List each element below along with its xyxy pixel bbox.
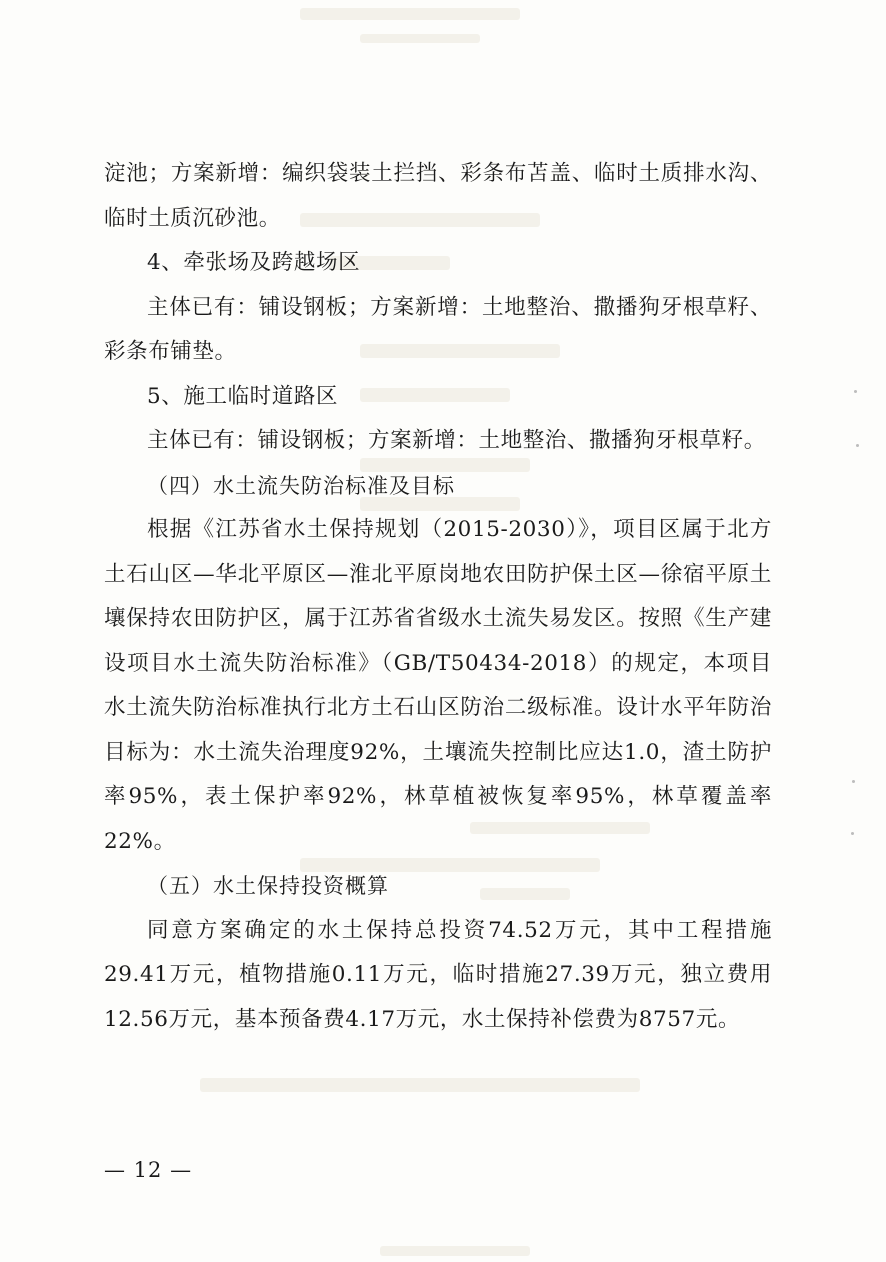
bleed-through-mark	[200, 1078, 640, 1092]
bleed-through-mark	[300, 8, 520, 20]
scan-speck	[856, 444, 859, 447]
paragraph-basin-measures: 淀池；方案新增：编织袋装土拦挡、彩条布苫盖、临时土质排水沟、临时土质沉砂池。	[104, 161, 772, 231]
section-title-temporary-road: 5、施工临时道路区	[147, 383, 339, 409]
paragraph-tension-field-measures: 主体已有：铺设钢板；方案新增：土地整治、撒播狗牙根草籽、彩条布铺垫。	[104, 294, 772, 364]
paragraph-temporary-road-measures: 主体已有：铺设钢板；方案新增：土地整治、撒播狗牙根草籽。	[147, 428, 766, 453]
document-body	[104, 152, 772, 1042]
paragraph-investment-estimate: 同意方案确定的水土保持总投资74.52万元，其中工程措施29.41万元，植物措施0.11万元，临时措施27.39万元，独立费用12.56万元，基本预备费4.17万元，水土保持补偿费为8757元。	[104, 917, 772, 1032]
heading-prevention-standard: （四）水土流失防治标准及目标	[147, 473, 455, 498]
scan-speck	[851, 832, 854, 835]
section-title-tension-field: 4、牵张场及跨越场区	[147, 250, 361, 275]
scan-speck	[852, 780, 855, 783]
bleed-through-mark	[380, 1246, 530, 1256]
paragraph-prevention-standard: 根据《江苏省水土保持规划（2015-2030）》，项目区属于北方土石山区—华北平原区—淮北平原岗地农田防护保土区—徐宿平原土壤保持农田防护区，属于江苏省省级水土流失易发区。按照《生产建设项目水土流失防治标准》（GB/T50434-2018）的规定，本项目水土流失防治标准执行北方土石山区防治二级标准。设计水平年防治目标为：水土流失治理度92%，土壤流失控制比应达1.0，渣土防护率95%，表土保护率92%，林草植被恢复率95%，林草覆盖率22%。	[104, 517, 772, 854]
bleed-through-mark	[360, 34, 480, 43]
heading-investment-estimate: （五）水土保持投资概算	[147, 874, 389, 898]
scan-speck	[854, 390, 857, 393]
page-number: — 12 —	[104, 1158, 193, 1182]
